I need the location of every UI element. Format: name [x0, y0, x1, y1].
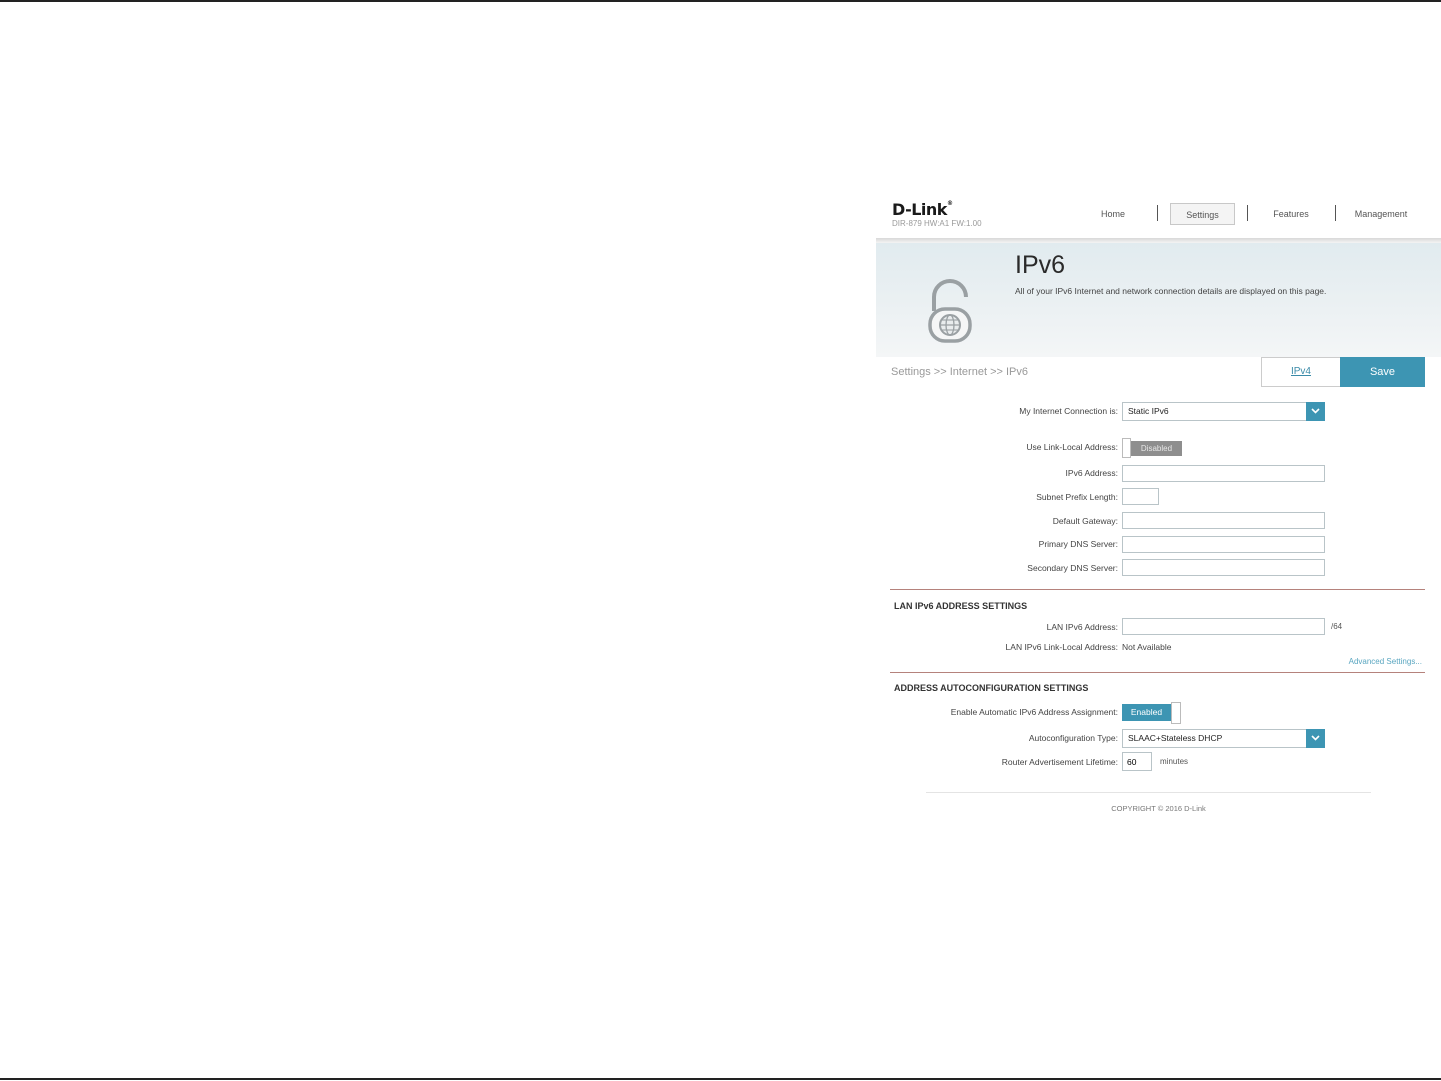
nav-separator	[1157, 205, 1158, 221]
page-description: All of your IPv6 Internet and network connection details are displayed on this page.	[1015, 286, 1327, 296]
primary-dns-input[interactable]	[1122, 536, 1325, 553]
model-info: DIR-879 HW:A1 FW:1.00	[892, 219, 982, 228]
lan-link-local-value: Not Available	[1122, 642, 1172, 652]
page-bottom-rule	[0, 1078, 1441, 1080]
logo-text: D-Link	[892, 200, 947, 219]
chevron-down-icon[interactable]	[1306, 402, 1325, 421]
secondary-dns-label: Secondary DNS Server:	[1027, 563, 1118, 573]
default-gateway-label: Default Gateway:	[1052, 516, 1118, 526]
connection-type-select[interactable]	[1122, 402, 1325, 421]
nav-management[interactable]: Management	[1354, 209, 1408, 219]
link-local-toggle[interactable]	[1122, 438, 1182, 458]
section-divider	[890, 589, 1425, 590]
footer-divider	[926, 792, 1371, 793]
nav-separator	[1247, 205, 1248, 221]
ra-lifetime-unit: minutes	[1160, 757, 1189, 766]
ra-lifetime-input[interactable]	[1122, 752, 1152, 771]
copyright-text: COPYRIGHT © 2016 D-Link	[1111, 804, 1206, 813]
nav-settings[interactable]: Settings	[1170, 203, 1235, 225]
secondary-dns-input[interactable]	[1122, 559, 1325, 576]
nav-home[interactable]: Home	[1100, 209, 1125, 219]
autoconfig-type-value: SLAAC+Stateless DHCP	[1128, 733, 1223, 743]
autoconfig-type-select[interactable]	[1122, 729, 1325, 748]
connection-type-label: My Internet Connection is:	[1019, 406, 1118, 416]
toggle-state-text: Disabled	[1131, 441, 1182, 456]
ipv6-address-label: IPv6 Address:	[1065, 468, 1118, 478]
nav-separator	[1335, 205, 1336, 221]
nav-features[interactable]: Features	[1273, 209, 1309, 219]
lan-address-input[interactable]	[1122, 618, 1325, 635]
ipv6-address-input[interactable]	[1122, 465, 1325, 482]
advanced-settings-link[interactable]: Advanced Settings...	[1348, 657, 1422, 666]
subnet-prefix-input[interactable]	[1122, 488, 1159, 505]
autoconfig-section-title: ADDRESS AUTOCONFIGURATION SETTINGS	[894, 683, 1089, 693]
chevron-down-icon[interactable]	[1306, 729, 1325, 748]
toggle-knob	[1171, 702, 1181, 724]
router-ui-screenshot	[876, 186, 1441, 826]
padlock-globe-icon	[926, 279, 974, 345]
logo-registered-mark: ®	[946, 200, 953, 207]
auto-assign-toggle[interactable]	[1122, 702, 1182, 724]
page-banner	[876, 243, 1441, 357]
section-divider	[890, 672, 1425, 673]
top-header	[876, 186, 1441, 240]
page-top-rule	[0, 0, 1441, 2]
subnet-prefix-label: Subnet Prefix Length:	[1036, 492, 1118, 502]
save-button[interactable]: Save	[1340, 357, 1425, 387]
ra-lifetime-label: Router Advertisement Lifetime:	[1001, 757, 1118, 767]
autoconfig-type-label: Autoconfiguration Type:	[1028, 733, 1118, 743]
toggle-state-text: Enabled	[1122, 704, 1171, 721]
link-local-label: Use Link-Local Address:	[1026, 442, 1118, 452]
breadcrumb: Settings >> Internet >> IPv6	[891, 366, 1028, 378]
connection-type-value: Static IPv6	[1128, 406, 1169, 416]
prefix-suffix: /64	[1331, 622, 1343, 631]
lan-section-title: LAN IPv6 ADDRESS SETTINGS	[894, 601, 1028, 611]
lan-address-label: LAN IPv6 Address:	[1046, 622, 1118, 632]
dlink-logo	[892, 200, 952, 219]
default-gateway-input[interactable]	[1122, 512, 1325, 529]
ipv4-link-button[interactable]: IPv4	[1261, 357, 1341, 387]
toggle-knob	[1122, 438, 1131, 458]
page-title: IPv6	[1015, 251, 1066, 279]
lan-link-local-label: LAN IPv6 Link-Local Address:	[1005, 642, 1118, 652]
auto-assign-label: Enable Automatic IPv6 Address Assignment:	[950, 707, 1118, 717]
primary-dns-label: Primary DNS Server:	[1038, 539, 1118, 549]
